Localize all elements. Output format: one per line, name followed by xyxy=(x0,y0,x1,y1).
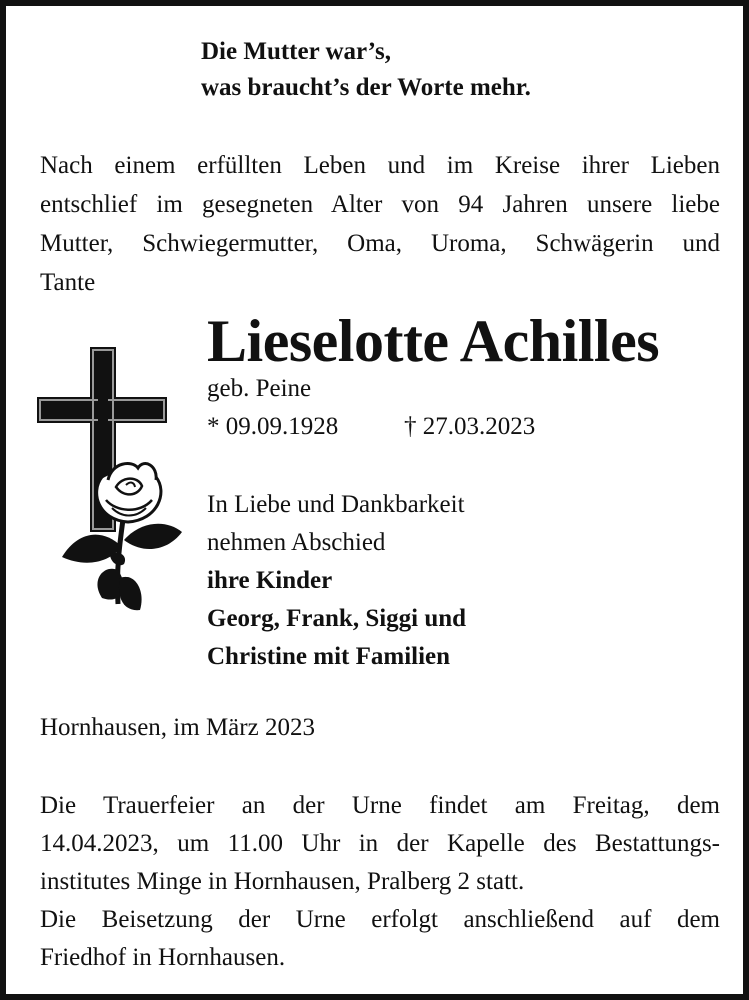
service-line: 14.04.2023, um 11.00 Uhr in der Kapelle des Bestattungs- xyxy=(40,830,720,857)
deceased-name: Lieselotte Achilles xyxy=(207,308,660,374)
service-line: Die Beisetzung der Urne erfolgt anschließend auf dem xyxy=(40,906,720,933)
intro-line: Nach einem erfüllten Leben und im Kreise ihrer Lieben xyxy=(40,152,720,179)
mourners-names: Georg, Frank, Siggi und xyxy=(207,605,467,632)
intro-line: Mutter, Schwiegermutter, Oma, Uroma, Schwägerin und xyxy=(40,230,720,257)
birth-date: * 09.09.1928 xyxy=(207,413,339,440)
place-and-date: Hornhausen, im März 2023 xyxy=(40,714,315,741)
intro-line: entschlief im gesegneten Alter von 94 Jahren unsere liebe xyxy=(40,191,720,218)
service-line: Die Trauerfeier an der Urne findet am Freitag, dem xyxy=(40,792,720,819)
service-line: institutes Minge in Hornhausen, Pralberg 2 statt. xyxy=(40,868,525,895)
motto xyxy=(201,34,531,106)
farewell-block xyxy=(207,486,466,676)
mourners-heading: ihre Kinder xyxy=(207,567,333,594)
intro-paragraph xyxy=(40,146,720,302)
death-date: † 27.03.2023 xyxy=(404,413,536,440)
mourners-names: Christine mit Familien xyxy=(207,643,451,670)
service-line: Friedhof in Hornhausen. xyxy=(40,944,286,971)
service-details xyxy=(40,787,720,977)
motto-line-2: was braucht’s der Worte mehr. xyxy=(201,74,531,101)
motto-line-1: Die Mutter war’s, xyxy=(201,38,391,65)
maiden-name: geb. Peine xyxy=(207,375,312,402)
cross-and-rose-emblem xyxy=(32,342,192,622)
farewell-line: nehmen Abschied xyxy=(207,529,386,556)
farewell-line: In Liebe und Dankbarkeit xyxy=(207,491,465,518)
rose-icon xyxy=(62,464,182,611)
intro-line: Tante xyxy=(40,269,96,296)
